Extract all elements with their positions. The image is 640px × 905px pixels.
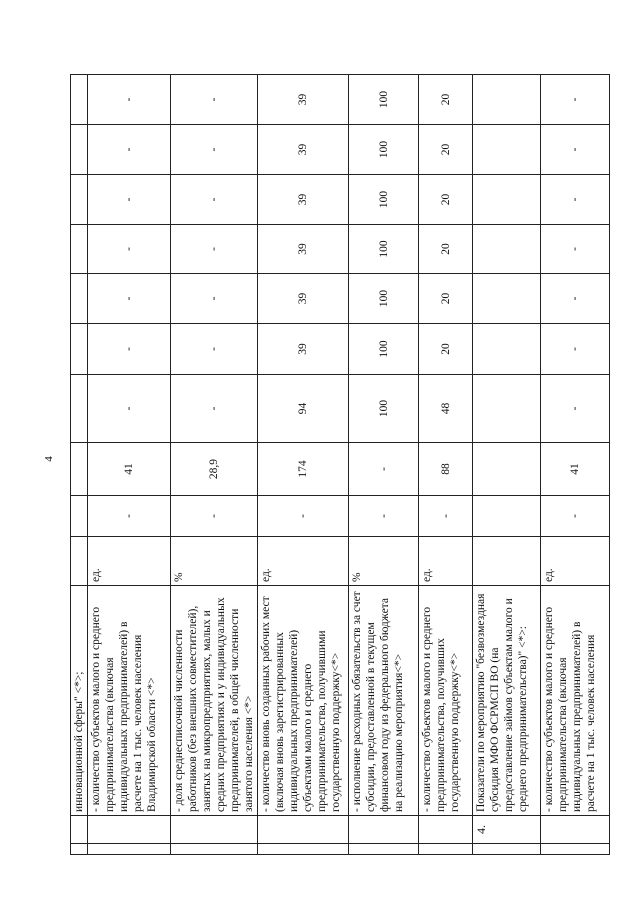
value-cell: - <box>541 274 610 324</box>
value-cell: 48 <box>419 375 473 443</box>
margin-cell <box>88 844 171 855</box>
indicator-name: - доля среднесписочной численности работников (без внешних совместителей), занятых на микропредприятиях, малых и средних предприятиях и у индивидуальных предпринимателей, в общей численности занятого населения <*> <box>171 586 258 816</box>
value-cell: 100 <box>349 375 419 443</box>
value-cell: 20 <box>419 225 473 274</box>
value-cell: - <box>88 225 171 274</box>
value-cell <box>473 75 541 125</box>
margin-cell <box>541 844 610 855</box>
value-cell <box>71 125 88 175</box>
table-row <box>473 75 541 855</box>
margin-cell <box>419 844 473 855</box>
value-cell <box>71 375 88 443</box>
table-body <box>71 75 610 855</box>
value-cell: - <box>88 125 171 175</box>
margin-cell <box>349 844 419 855</box>
value-cell: - <box>349 443 419 496</box>
table-row <box>541 75 610 855</box>
table-row <box>88 75 171 855</box>
value-cell: 39 <box>258 125 349 175</box>
indicator-name: - исполнение расходных обязательств за счет субсидии, предоставленной в текущем финансовом году из федерального бюджета на реализацию мероприятия<*> <box>349 586 419 816</box>
unit-cell: ед. <box>258 537 349 586</box>
unit-cell <box>71 537 88 586</box>
value-cell: 20 <box>419 125 473 175</box>
value-cell: - <box>88 175 171 225</box>
value-cell: 20 <box>419 175 473 225</box>
unit-cell: % <box>171 537 258 586</box>
table-row <box>171 75 258 855</box>
margin-cell <box>71 844 88 855</box>
value-cell: 20 <box>419 75 473 125</box>
value-cell: 100 <box>349 125 419 175</box>
value-cell <box>71 496 88 537</box>
row-index <box>71 816 88 844</box>
indicators-table <box>70 74 610 855</box>
value-cell: - <box>541 496 610 537</box>
value-cell: 20 <box>419 324 473 375</box>
value-cell: 41 <box>541 443 610 496</box>
indicator-name: - количество субъектов малого и среднего предпринимательства (включая индивидуальных предпринимателей) в расчете на 1 тыс. человек населения <box>541 586 610 816</box>
value-cell <box>473 125 541 175</box>
page-number: 4 <box>42 456 55 462</box>
value-cell: - <box>171 175 258 225</box>
value-cell <box>71 324 88 375</box>
value-cell: - <box>349 496 419 537</box>
value-cell: 100 <box>349 324 419 375</box>
value-cell: - <box>171 496 258 537</box>
value-cell: - <box>171 75 258 125</box>
value-cell: 39 <box>258 75 349 125</box>
table-row <box>71 75 88 855</box>
value-cell <box>71 75 88 125</box>
value-cell: - <box>258 496 349 537</box>
row-index <box>541 816 610 844</box>
value-cell: - <box>171 225 258 274</box>
value-cell <box>71 443 88 496</box>
unit-cell <box>473 537 541 586</box>
value-cell <box>71 274 88 324</box>
value-cell <box>473 496 541 537</box>
value-cell: - <box>541 125 610 175</box>
value-cell: - <box>419 496 473 537</box>
value-cell <box>473 274 541 324</box>
indicator-name: - количество субъектов малого и среднего предпринимательства (включая индивидуальных предпринимателей) в расчете на 1 тыс. человек населения Владимирской области <*> <box>88 586 171 816</box>
row-index <box>171 816 258 844</box>
value-cell: - <box>541 225 610 274</box>
value-cell: - <box>541 375 610 443</box>
row-index <box>258 816 349 844</box>
margin-cell <box>171 844 258 855</box>
indicators-table-wrapper <box>70 75 597 855</box>
value-cell: - <box>171 125 258 175</box>
row-index: 4. <box>473 816 541 844</box>
value-cell: 20 <box>419 274 473 324</box>
value-cell: - <box>88 375 171 443</box>
value-cell <box>473 225 541 274</box>
value-cell: 39 <box>258 175 349 225</box>
value-cell: 88 <box>419 443 473 496</box>
value-cell: - <box>541 75 610 125</box>
value-cell: - <box>541 324 610 375</box>
value-cell: - <box>88 75 171 125</box>
unit-cell: ед. <box>88 537 171 586</box>
value-cell <box>71 225 88 274</box>
value-cell <box>473 175 541 225</box>
value-cell: 100 <box>349 225 419 274</box>
value-cell: 100 <box>349 75 419 125</box>
margin-cell <box>473 844 541 855</box>
table-row <box>258 75 349 855</box>
indicator-name: - количество вновь созданных рабочих мест (включая вновь зарегистрированных индивидуальных предпринимателей) субъектами малого и среднего предпринимательства, получившими государственную поддержку<*> <box>258 586 349 816</box>
value-cell: - <box>88 496 171 537</box>
table-row <box>419 75 473 855</box>
value-cell: - <box>88 324 171 375</box>
value-cell: 39 <box>258 225 349 274</box>
unit-cell: % <box>349 537 419 586</box>
unit-cell: ед. <box>419 537 473 586</box>
value-cell: 100 <box>349 274 419 324</box>
indicator-name: Показатели по мероприятию "безвозмездная субсидия МФО ФСРМСП ВО (на предоставление займов субъектам малого и среднего предпринимательства)" <*>: <box>473 586 541 816</box>
value-cell <box>71 175 88 225</box>
value-cell: - <box>541 175 610 225</box>
value-cell: 28,9 <box>171 443 258 496</box>
row-index <box>419 816 473 844</box>
value-cell: 174 <box>258 443 349 496</box>
value-cell <box>473 443 541 496</box>
indicator-name: - количество субъектов малого и среднего предпринимательства, получивших государственную поддержку<*> <box>419 586 473 816</box>
value-cell: - <box>171 274 258 324</box>
table-row <box>349 75 419 855</box>
value-cell: 41 <box>88 443 171 496</box>
value-cell: 100 <box>349 175 419 225</box>
value-cell: - <box>88 274 171 324</box>
row-index <box>349 816 419 844</box>
value-cell: 39 <box>258 274 349 324</box>
row-index <box>88 816 171 844</box>
value-cell: 94 <box>258 375 349 443</box>
value-cell <box>473 324 541 375</box>
margin-cell <box>258 844 349 855</box>
value-cell <box>473 375 541 443</box>
value-cell: - <box>171 375 258 443</box>
value-cell: - <box>171 324 258 375</box>
unit-cell: ед. <box>541 537 610 586</box>
indicator-name: инновационной сферы" <*>; <box>71 586 88 816</box>
value-cell: 39 <box>258 324 349 375</box>
